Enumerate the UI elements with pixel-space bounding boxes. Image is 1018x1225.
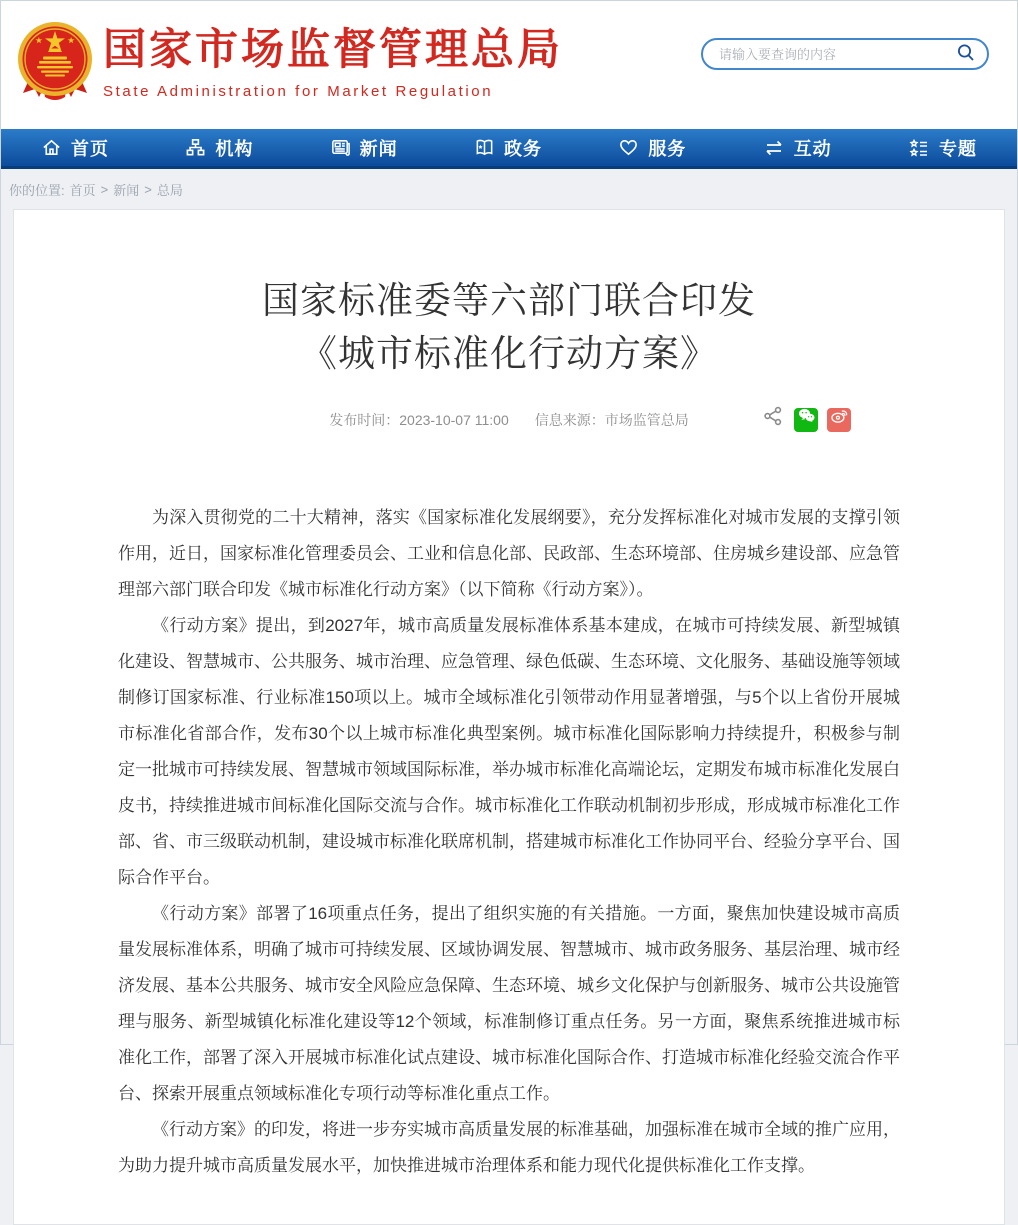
swap-arrows-icon (763, 137, 785, 159)
nav-item-news[interactable] (330, 135, 398, 161)
article-paragraph: 为深入贯彻党的二十大精神，落实《国家标准化发展纲要》，充分发挥标准化对城市发展的支撑引领作用，近日，国家标准化管理委员会、工业和信息化部、民政部、生态环境部、住房城乡建设部、应急管理部六部门联合印发《城市标准化行动方案》（以下简称《行动方案》）。 (118, 508, 900, 599)
site-search[interactable] (701, 38, 989, 70)
nav-item-special[interactable] (908, 135, 977, 161)
article-card (13, 209, 1005, 1225)
article-paragraph: 《行动方案》提出，到2027年，城市高质量发展标准体系基本建成，在城市可持续发展、新型城镇化建设、智慧城市、公共服务、城市治理、应急管理、绿色低碳、生态环境、文化服务、基础设施等领域制修订国家标准、行业标准150项以上。城市全域标准化引领带动作用显著增强，与5个以上省份开展城市标准化省部合作，发布30个以上城市标准化典型案例。城市标准化国际影响力持续提升，积极参与制定一批城市可持续发展、智慧城市领域国际标准，举办城市标准化高端论坛，定期发布城市标准化发展白皮书，持续推进城市间标准化国际交流与合作。城市标准化工作联动机制初步形成，形成城市标准化工作部、省、市三级联动机制，建设城市标准化联席机制，搭建城市标准化工作协同平台、经验分享平台、国际合作平台。 (118, 616, 900, 887)
article-paragraph: 《行动方案》的印发，将进一步夯实城市高质量发展的标准基础，加强标准在城市全域的推广应用，为助力提升城市高质量发展水平，加快推进城市治理体系和能力现代化提供标准化工作支撑。 (118, 1120, 900, 1175)
publish-time-value: 2023-10-07 11:00 (399, 412, 509, 428)
article-meta (118, 406, 900, 434)
site-title-cn: 国家市场监督管理总局 (103, 26, 563, 74)
source-label: 信息来源： (534, 412, 605, 428)
main-nav (1, 129, 1017, 169)
nav-item-service[interactable] (618, 135, 686, 161)
nav-label: 新闻 (359, 138, 398, 159)
newspaper-icon (330, 137, 351, 158)
nav-label: 专题 (938, 138, 977, 159)
national-emblem-logo (15, 19, 95, 105)
search-icon (955, 42, 977, 67)
nav-label: 首页 (71, 138, 109, 159)
breadcrumb-separator: > (100, 181, 109, 197)
nav-label: 服务 (648, 138, 687, 159)
source-value: 市场监管总局 (604, 412, 689, 428)
wechat-share-button[interactable] (794, 408, 818, 432)
nav-item-org[interactable] (185, 135, 253, 161)
search-button[interactable] (955, 42, 977, 67)
book-icon (474, 137, 495, 158)
star-list-icon (908, 137, 930, 159)
share-nodes-button[interactable] (761, 408, 785, 432)
breadcrumb-prefix: 你的位置: (9, 182, 65, 198)
article-paragraph: 《行动方案》部署了16项重点任务，提出了组织实施的有关措施。一方面，聚焦加快建设城市高质量发展标准体系，明确了城市可持续发展、区域协调发展、智慧城市、城市政务服务、基层治理、城市经济发展、基本公共服务、城市安全风险应急保障、生态环境、城乡文化保护与创新服务、城市公共设施管理与服务、新型城镇化标准化建设等12个领域，标准制修订重点任务。另一方面，聚焦系统推进城市标准化工作，部署了深入开展城市标准化试点建设、城市标准化国际合作、打造城市标准化经验交流合作平台、探索开展重点领域标准化专项行动等标准化重点工作。 (118, 904, 900, 1103)
article-title (118, 274, 900, 380)
breadcrumb (1, 169, 1017, 209)
share-nodes-icon (762, 405, 784, 436)
breadcrumb-separator: > (144, 181, 152, 197)
nav-label: 互动 (793, 138, 832, 159)
article-title-line2: 《城市标准化行动方案》 (300, 333, 718, 374)
nav-label: 政务 (503, 138, 542, 159)
wechat-icon (797, 406, 816, 434)
heart-icon (618, 137, 639, 158)
article-title-line1: 国家标准委等六部门联合印发 (262, 280, 756, 321)
breadcrumb-bureau[interactable]: 总局 (156, 182, 183, 198)
nav-item-home[interactable] (41, 135, 109, 161)
search-input[interactable] (717, 46, 955, 63)
nav-item-interact[interactable] (763, 135, 832, 161)
weibo-icon (830, 406, 849, 434)
site-title-en: State Administration for Market Regulation (103, 83, 494, 101)
breadcrumb-home[interactable]: 首页 (69, 182, 96, 198)
home-icon (41, 137, 62, 158)
weibo-share-button[interactable] (827, 408, 851, 432)
breadcrumb-news[interactable]: 新闻 (113, 182, 140, 198)
nav-item-gov[interactable] (474, 135, 542, 161)
share-buttons (761, 408, 851, 432)
nav-label: 机构 (215, 138, 254, 159)
article-body (118, 500, 900, 1184)
sitemap-icon (185, 137, 206, 158)
site-header (1, 1, 1017, 129)
publish-time-label: 发布时间： (329, 412, 400, 428)
